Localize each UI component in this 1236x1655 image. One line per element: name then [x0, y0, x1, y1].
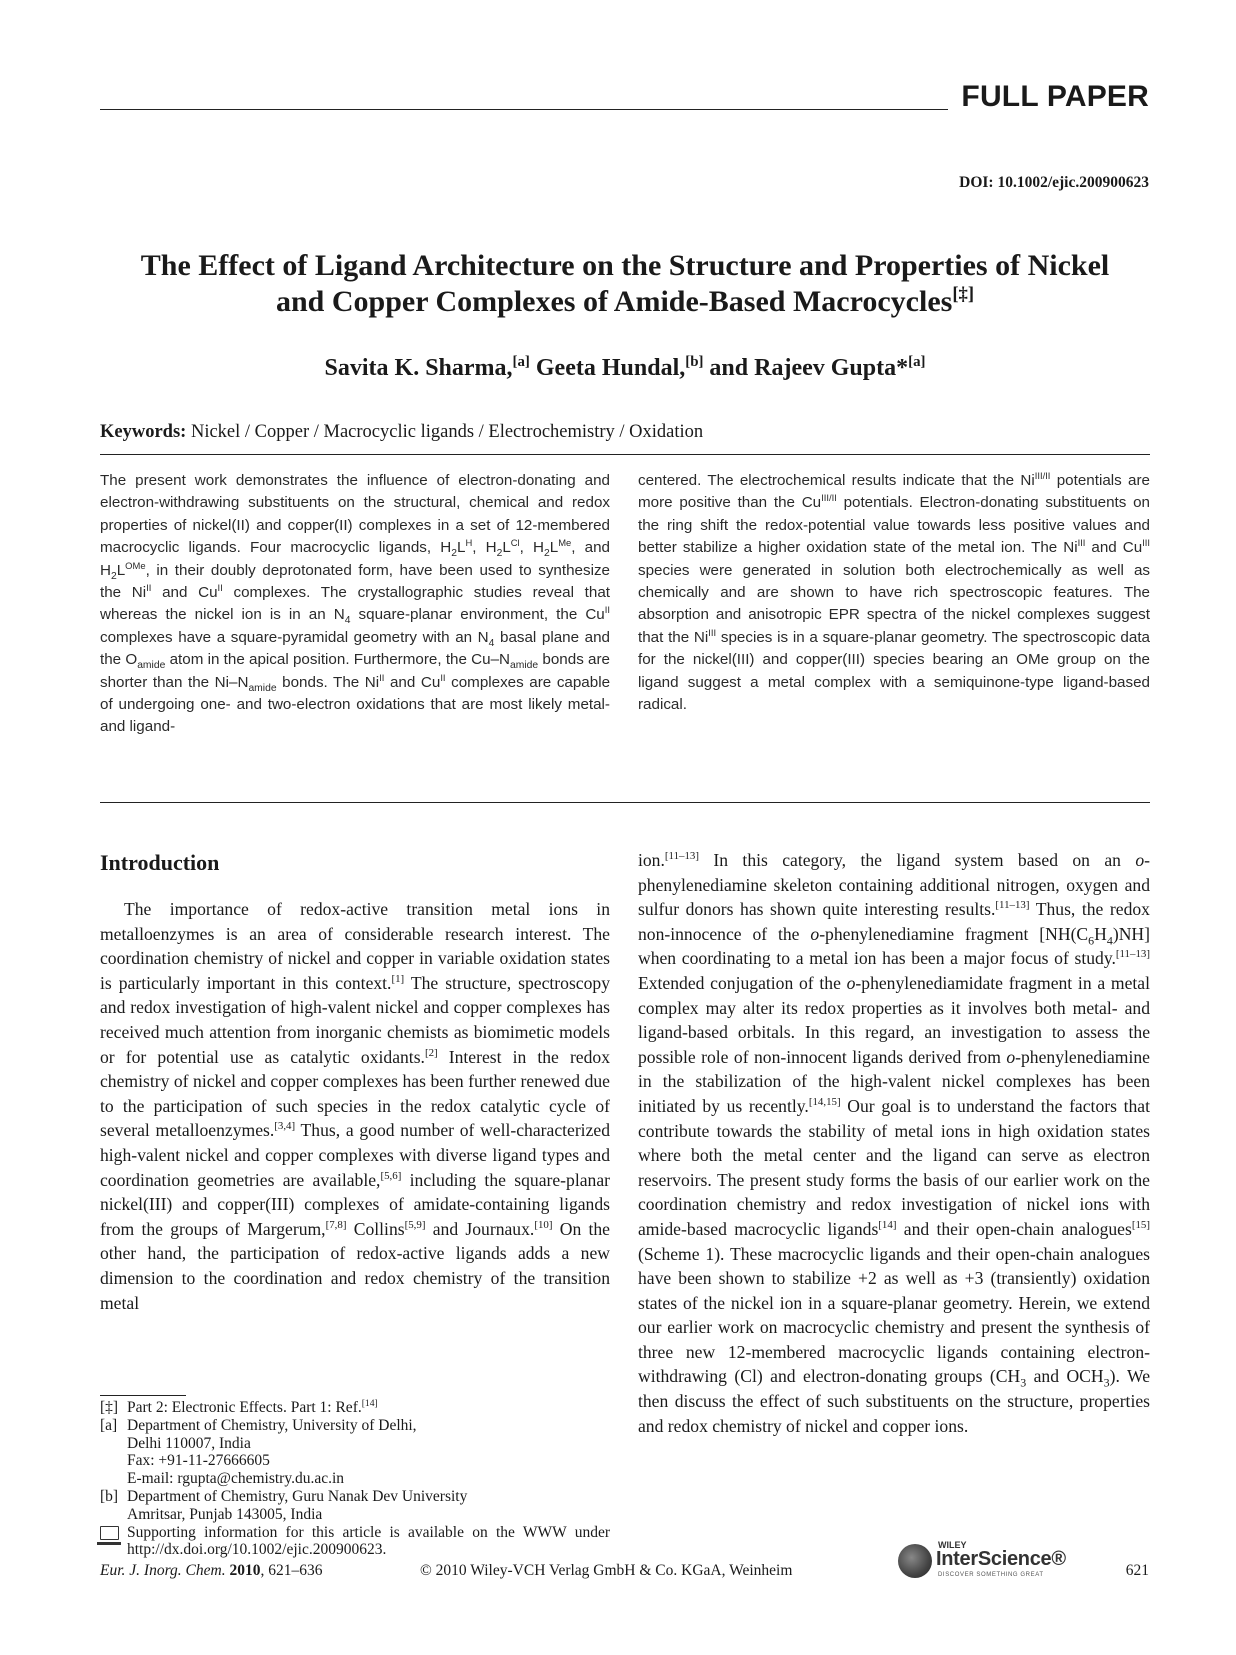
introduction-left-column: The importance of redox-active transition metal ions in metalloenzymes is an area of considerable research interest. The coordination chemistry of nickel and copper in variable oxidation states is particularly important in this context.[1] The structure, spectroscopy and redox investigation of high-valent nickel and copper complexes has received much attention from inorganic chemists as biomimetic models or for potential use as catalytic oxidants.[2] Interest in the redox chemistry of nickel and copper complexes has been further renewed due to the participation of such species in the redox catalytic cycle of several metalloenzymes.[3,4] Thus, a good number of well-characterized high-valent nickel and copper complexes with diverse ligand types and coordination geometries are available,[5,6] including the square-planar nickel(III) and copper(III) complexes of amidate-containing ligands from the groups of Margerum,[7,8] Collins[5,9] and Journaux.[10] On the other hand, the participation of redox-active ligands adds a new dimension to the coordination and redox chemistry of the transition metal — [100, 899, 610, 1313]
author-name: Savita K. Sharma, — [324, 355, 513, 381]
citation[interactable]: [10] — [534, 1218, 553, 1231]
doi[interactable]: DOI: 10.1002/ejic.200900623 — [959, 174, 1149, 191]
introduction-right-column: ion.[11–13] In this category, the ligand system based on an o-phenylenediamine skeleton containing additional nitrogen, oxygen and sulfur donors has shown quite interesting results.[11–13] Thus, the redox non-innocence of the o-phenylenediamine fragment $[NH(C_6H_4)NH]$ when coordinating to a metal ion has been a major focus of study.[11–13] Extended conjugation of the o-phenylenediamidate fragment in a metal complex may alter its redox properties as it involves both metal- and ligand-based orbitals. In this regard, an investigation to assess the possible role of non-innocent ligands derived from o-phenylenediamine in the stabilization of the high-valent nickel complexes has been initiated by us recently.[14,15] Our goal is to understand the factors that contribute towards the stability of metal ions in high oxidation states where both the metal center and the ligand can serve as electron reservoirs. The present study forms the basis of our earlier work on the coordination chemistry and redox investigation of nickel ions with amide-based macrocyclic ligands[14] and their open-chain analogues[15] (Scheme 1). These macrocyclic ligands and their open-chain analogues have been shown to stabilize +2 as well as +3 (transiently) oxidation states of the nickel ion in a square-planar geometry. Herein, we extend our earlier work on macrocyclic chemistry and present the synthesis of three new 12-membered macrocyclic ligands containing electron-withdrawing (Cl) and electron-donating groups ($CH_3$ and $OCH_3$). We then discuss the effect of such substituents on the structure, properties and redox chemistry of nickel and copper ions. — [638, 850, 1150, 1436]
introduction-heading: Introduction — [100, 850, 220, 875]
computer-icon — [100, 1526, 119, 1540]
page-number: 621 — [1125, 1562, 1149, 1579]
author-affiliation: [a] — [512, 354, 530, 370]
citation[interactable]: [2] — [424, 1046, 438, 1059]
footer-citation: Eur. J. Inorg. Chem. 2010, 621–636 — [100, 1562, 323, 1579]
keywords-rule — [100, 454, 1150, 455]
citation[interactable]: [15] — [1131, 1219, 1150, 1232]
author-affiliation: [b] — [685, 354, 704, 370]
citation[interactable]: [5,9] — [404, 1218, 426, 1231]
interscience-logo[interactable]: WILEY InterScience® DISCOVER SOMETHING GREAT — [898, 1540, 1063, 1580]
citation[interactable]: [7,8] — [325, 1218, 347, 1231]
title-line-1: The Effect of Ligand Architecture on the Structure and Properties of Nickel — [140, 249, 1110, 282]
citation[interactable]: [3,4] — [274, 1120, 296, 1133]
keywords-label: Keywords: — [100, 422, 187, 442]
author-name: and Rajeev Gupta* — [703, 355, 909, 381]
citation[interactable]: [5,6] — [380, 1169, 402, 1182]
abstract-rule — [100, 802, 1150, 803]
title-footnote-mark: [‡] — [952, 284, 975, 305]
footer-copyright: © 2010 Wiley-VCH Verlag GmbH & Co. KGaA, Weinheim — [420, 1562, 793, 1579]
author-affiliation: [a] — [908, 354, 926, 370]
email-link[interactable]: E-mail: rgupta@chemistry.du.ac.in — [127, 1470, 345, 1488]
author-list — [100, 355, 1150, 382]
globe-icon — [898, 1544, 932, 1578]
citation[interactable]: [14,15] — [808, 1096, 841, 1109]
citation[interactable]: [14] — [878, 1219, 897, 1232]
footnote-affiliation-a: [a] Department of Chemistry, University of Delhi, Delhi 110007, India Fax: +91-11-27666605 E-mail: rgupta@chemistry.du.ac.in — [100, 1416, 417, 1488]
keywords — [100, 422, 703, 443]
footnote-supporting-info: Supporting information for this article is available on the WWW under http://dx.doi.org/10.1002/ejic.200900623. — [100, 1524, 610, 1560]
citation[interactable]: [11–13] — [995, 899, 1030, 912]
author-name: Geeta Hundal, — [529, 355, 686, 381]
citation[interactable]: [11–13] — [1115, 948, 1150, 961]
header-rule — [100, 109, 948, 110]
footnote-affiliation-b: [b] Department of Chemistry, Guru Nanak Dev University Amritsar, Punjab 143005, India — [100, 1487, 468, 1523]
title-line-2: and Copper Complexes of Amide-Based Macrocycles — [275, 285, 953, 318]
footnote-rule — [100, 1395, 186, 1396]
citation[interactable]: [11–13] — [664, 850, 700, 863]
abstract-right-column: centered. The electrochemical results indicate that the $Ni^{III/II}$ potentials are more positive than the $Cu^{III/II}$ potentials. Electron-donating substituents on the ring shift the redox-potential value towards less positive values and better stabilize a higher oxidation state of the metal ion. The $Ni^{III}$ and $Cu^{III}$ species were generated in solution both electrochemically as well as chemically and are shown to have rich spectroscopic features. The absorption and anisotropic EPR spectra of the nickel complexes suggest that the $Ni^{III}$ species is in a square-planar geometry. The spectroscopic data for the nickel(III) and copper(III) species bearing an OMe group on the ligand suggest a metal complex with a semiquinone-type ligand-based radical. — [638, 469, 1150, 714]
abstract-left-column: The present work demonstrates the influence of electron-donating and electron-withdrawing substituents on the structural, chemical and redox properties of nickel(II) and copper(II) complexes in a set of 12-membered macrocyclic ligands. Four macrocyclic ligands, $H_2L^H$, $H_2L^{Cl}$, $H_2L^{Me}$, and $H_2L^{OMe}$, in their doubly deprotonated form, have been used to synthesize the $Ni^{II}$ and $Cu^{II}$ complexes. The crystallographic studies reveal that whereas the nickel ion is in an $N_4$ square-planar environment, the $Cu^{II}$ complexes have a square-pyramidal geometry with an $N_4$ basal plane and the $O_{amide}$ atom in the apical position. Furthermore, the $Cu-N_{amide}$ bonds are shorter than the $Ni-N_{amide}$ bonds. The $Ni^{II}$ and $Cu^{II}$ complexes are capable of undergoing one- and two-electron oxidations that are most likely metal- and ligand- — [100, 472, 611, 736]
footnotes — [100, 1399, 610, 1559]
section-label: FULL PAPER — [961, 80, 1149, 113]
keywords-text: Nickel / Copper / Macrocyclic ligands / Electrochemistry / Oxidation — [190, 422, 704, 442]
footnote-dagger: [‡] Part 2: Electronic Effects. Part 1: Ref.[14] — [100, 1397, 378, 1416]
article-title — [100, 248, 1150, 320]
citation[interactable]: [1] — [391, 972, 405, 985]
